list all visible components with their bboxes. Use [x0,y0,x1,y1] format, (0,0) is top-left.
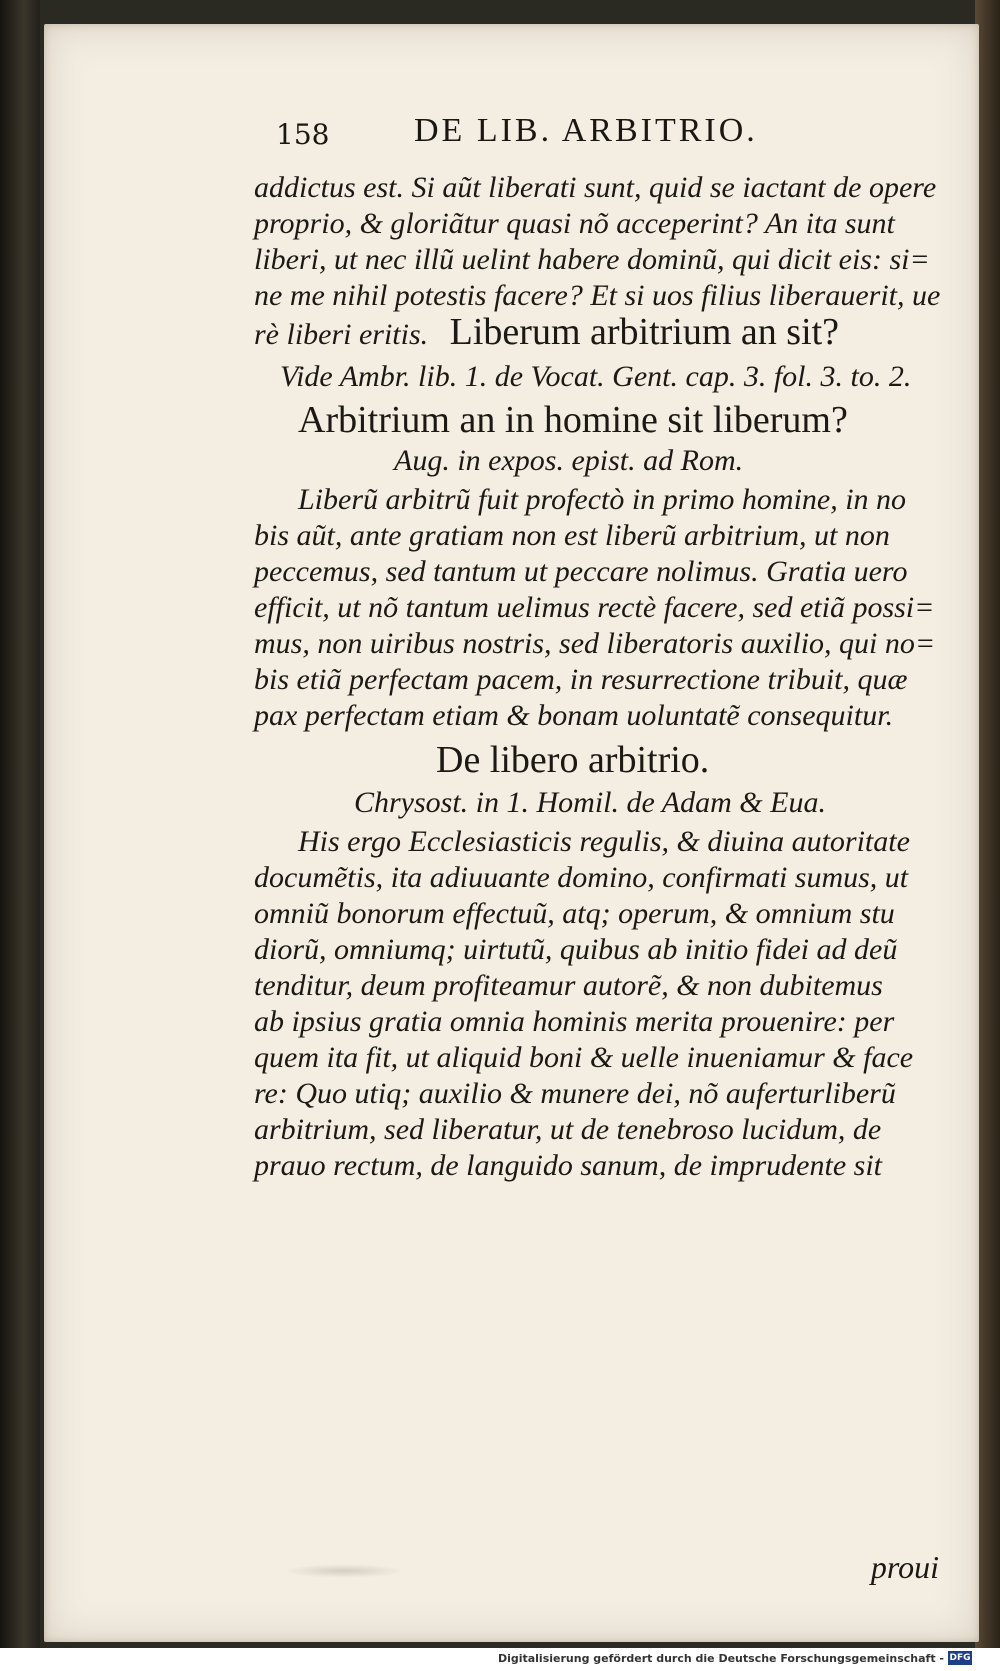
text-line: prauo rectum, de languido sanum, de imprudente sit [254,1149,882,1182]
text-line: documẽtis, ita adiuuante domino, confirmati sumus, ut [254,861,909,894]
text-line: bis etiã perfectam pacem, in resurrectione tribuit, quæ [254,663,908,696]
text-line: efficit, ut nõ tantum uelimus rectè facere, sed etiã possi= [254,591,935,624]
text-line: omniũ bonorum effectuũ, atq; operum, & omnium stu [254,897,895,930]
section-heading: Arbitrium an in homine sit liberum? [298,399,848,441]
source-reference: Vide Ambr. lib. 1. de Vocat. Gent. cap. 3. fol. 3. to. 2. [280,360,912,393]
text-line: bis aũt, ante gratiam non est liberũ arbitrium, ut non [254,519,890,552]
ink-smudge [284,1564,404,1578]
text-line: Liberũ arbitrũ fuit profectò in primo homine, in no [298,483,907,516]
section-heading: De libero arbitrio. [436,739,710,781]
text-line: diorũ, omniumq; uirtutũ, quibus ab initio fidei ad deũ [254,933,898,966]
text-line: proprio, & gloriãtur quasi nõ acceperint? An ita sunt [254,207,895,240]
text-line: peccemus, sed tantum ut peccare nolimus. Gratia uero [254,555,908,588]
catchword: proui [870,1549,939,1585]
text-line: addictus est. Si aũt liberati sunt, quid se iactant de opere [254,171,937,204]
running-head [254,112,964,164]
source-reference: Aug. in expos. epist. ad Rom. [394,444,744,477]
text-line: pax perfectam etiam & bonam uoluntatẽ consequitur. [254,699,894,732]
text-line: His ergo Ecclesiasticis regulis, & diuina autoritate [298,825,910,858]
text-line: re: Quo utiq; auxilio & munere dei, nõ auferturliberũ [254,1077,896,1110]
dfg-logo: DFG [949,1653,971,1663]
text-line: arbitrium, sed liberatur, ut de tenebroso lucidum, de [254,1113,882,1146]
running-title: DE LIB. ARBITRIO. [414,112,758,149]
text-block [254,112,964,1184]
text-line: tenditur, deum profiteamur autorẽ, & non dubitemus [254,969,883,1002]
page-number: 158 [276,118,330,151]
text-line-with-heading [254,311,964,358]
text-line: liberi, ut nec illũ uelint habere dominũ, qui dicit eis: si= [254,243,930,276]
text-line: ne me nihil potestis facere? Et si uos filius liberauerit, ue [254,279,941,312]
book-page [44,24,979,1642]
text-line: mus, non uiribus nostris, sed liberatoris auxilio, qui no= [254,627,936,660]
footer-credit: Digitalisierung gefördert durch die Deutsche Forschungsgemeinschaft - [497,1652,944,1665]
book-spine [0,0,40,1671]
text-fragment: rè liberi eritis. [254,318,429,351]
text-line: quem ita fit, ut aliquid boni & uelle inueniamur & face [254,1041,914,1074]
text-line: ab ipsius gratia omnia hominis merita prouenire: per [254,1005,895,1038]
section-heading: Liberum arbitrium an sit? [449,311,840,353]
source-reference: Chrysost. in 1. Homil. de Adam & Eua. [354,786,826,819]
